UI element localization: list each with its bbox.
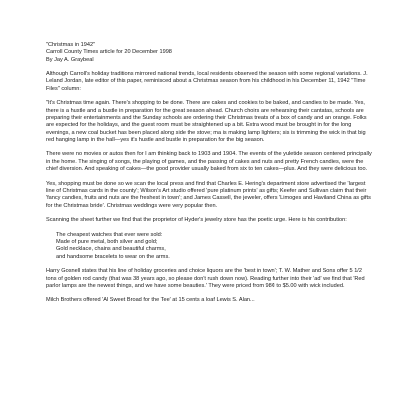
paragraph: "It's Christmas time again. There's shopping to be done. There are cakes and cookies to be baked, and candies to be made. Yes, there is a hustle and a bustle in preparation for the great season ahead. Church choirs are rehearsing their cantatas, schools are preparing their entertainments and the Sunday schools are ordering their Christmas treats of a box of candy and an orange. Folks are expected for the holidays, and the guest room must be straightened up a bit. Extra wood must be brought in for the long evenings, a new coal bucket has been placed along side the stove; ma is making lamp lighters; sis is trimming the wick in that big red hanging lamp in the hall—yes it's hustle and bustle in preparation for the big season. bbox=[46, 100, 367, 143]
article-title: "Christmas in 1942" bbox=[46, 42, 96, 48]
article-source: Carroll County Times article for 20 December 1998 bbox=[46, 49, 172, 56]
article-header bbox=[46, 42, 374, 64]
paragraph: There were no movies or autos then for I am thinking back to 1903 and 1904. The events of the yuletide season centered principally in the home. The singing of songs, the playing of games, and the passing of cakes and nuts and pretty French candies, were the chief diversion. And speaking of cakes—the good provider usually baked from six to ten cakes—plus. And they were delicious too. bbox=[46, 151, 372, 173]
article-byline: By Jay A. Graybeal bbox=[46, 56, 94, 63]
poem-line: Made of pure metal, both silver and gold; bbox=[56, 239, 158, 246]
paragraph: Yes, shopping must be done so we scan the local press and find that Charles E. Hering's department store advertised the 'largest line of Christmas cards in the county'; Wilson's Art studio offered 'pure platinum prints' as gifts; Keefer and Sullivan claim that their 'fancy candies, fruits and nuts are the freshest in town'; and James Cassell, the jeweler, offers 'Limoges and Haviland China as gifts for the Christmas bride'. Christmas weddings were very popular then. bbox=[46, 180, 371, 209]
poem-line: Gold necklace, chains and beautiful charms, bbox=[56, 246, 166, 253]
poem-line: and handsome bracelets to wear on the arms. bbox=[56, 253, 170, 260]
paragraph: Although Carroll's holiday traditions mirrored national trends, local residents observed the season with some regional variations. J. Leland Jordan, late editor of this paper, reminisced about a Christmas season from his childhood in his December 11, 1942 "Time Files" column: bbox=[46, 71, 368, 92]
poem-block bbox=[46, 232, 374, 261]
paragraph: Scanning the sheet further we find that the proprietor of Hyder's jewelry store has the poetic urge. Here is his contribution: bbox=[46, 217, 347, 224]
poem-line: The cheapest watches that ever were sold: bbox=[56, 231, 163, 238]
paragraph: Harry Gosnell states that his line of holiday groceries and choice liquors are the 'best in town'; T. W. Mather and Sons offer 5 1/2 tons of golden rod candy (that was 38 years ago, so please don't rush down now). Reading further into their 'ad' we find that 'Red parlor lamps are the newest things, and we have some beauties.' They were priced from 98¢ to $5.00 with wick included. bbox=[46, 268, 365, 289]
truncated-paragraph: Milch Brothers offered 'Al Sweet Broad for the Tee' at 15 cents a loaf Lewis S. Alan... bbox=[46, 297, 255, 304]
